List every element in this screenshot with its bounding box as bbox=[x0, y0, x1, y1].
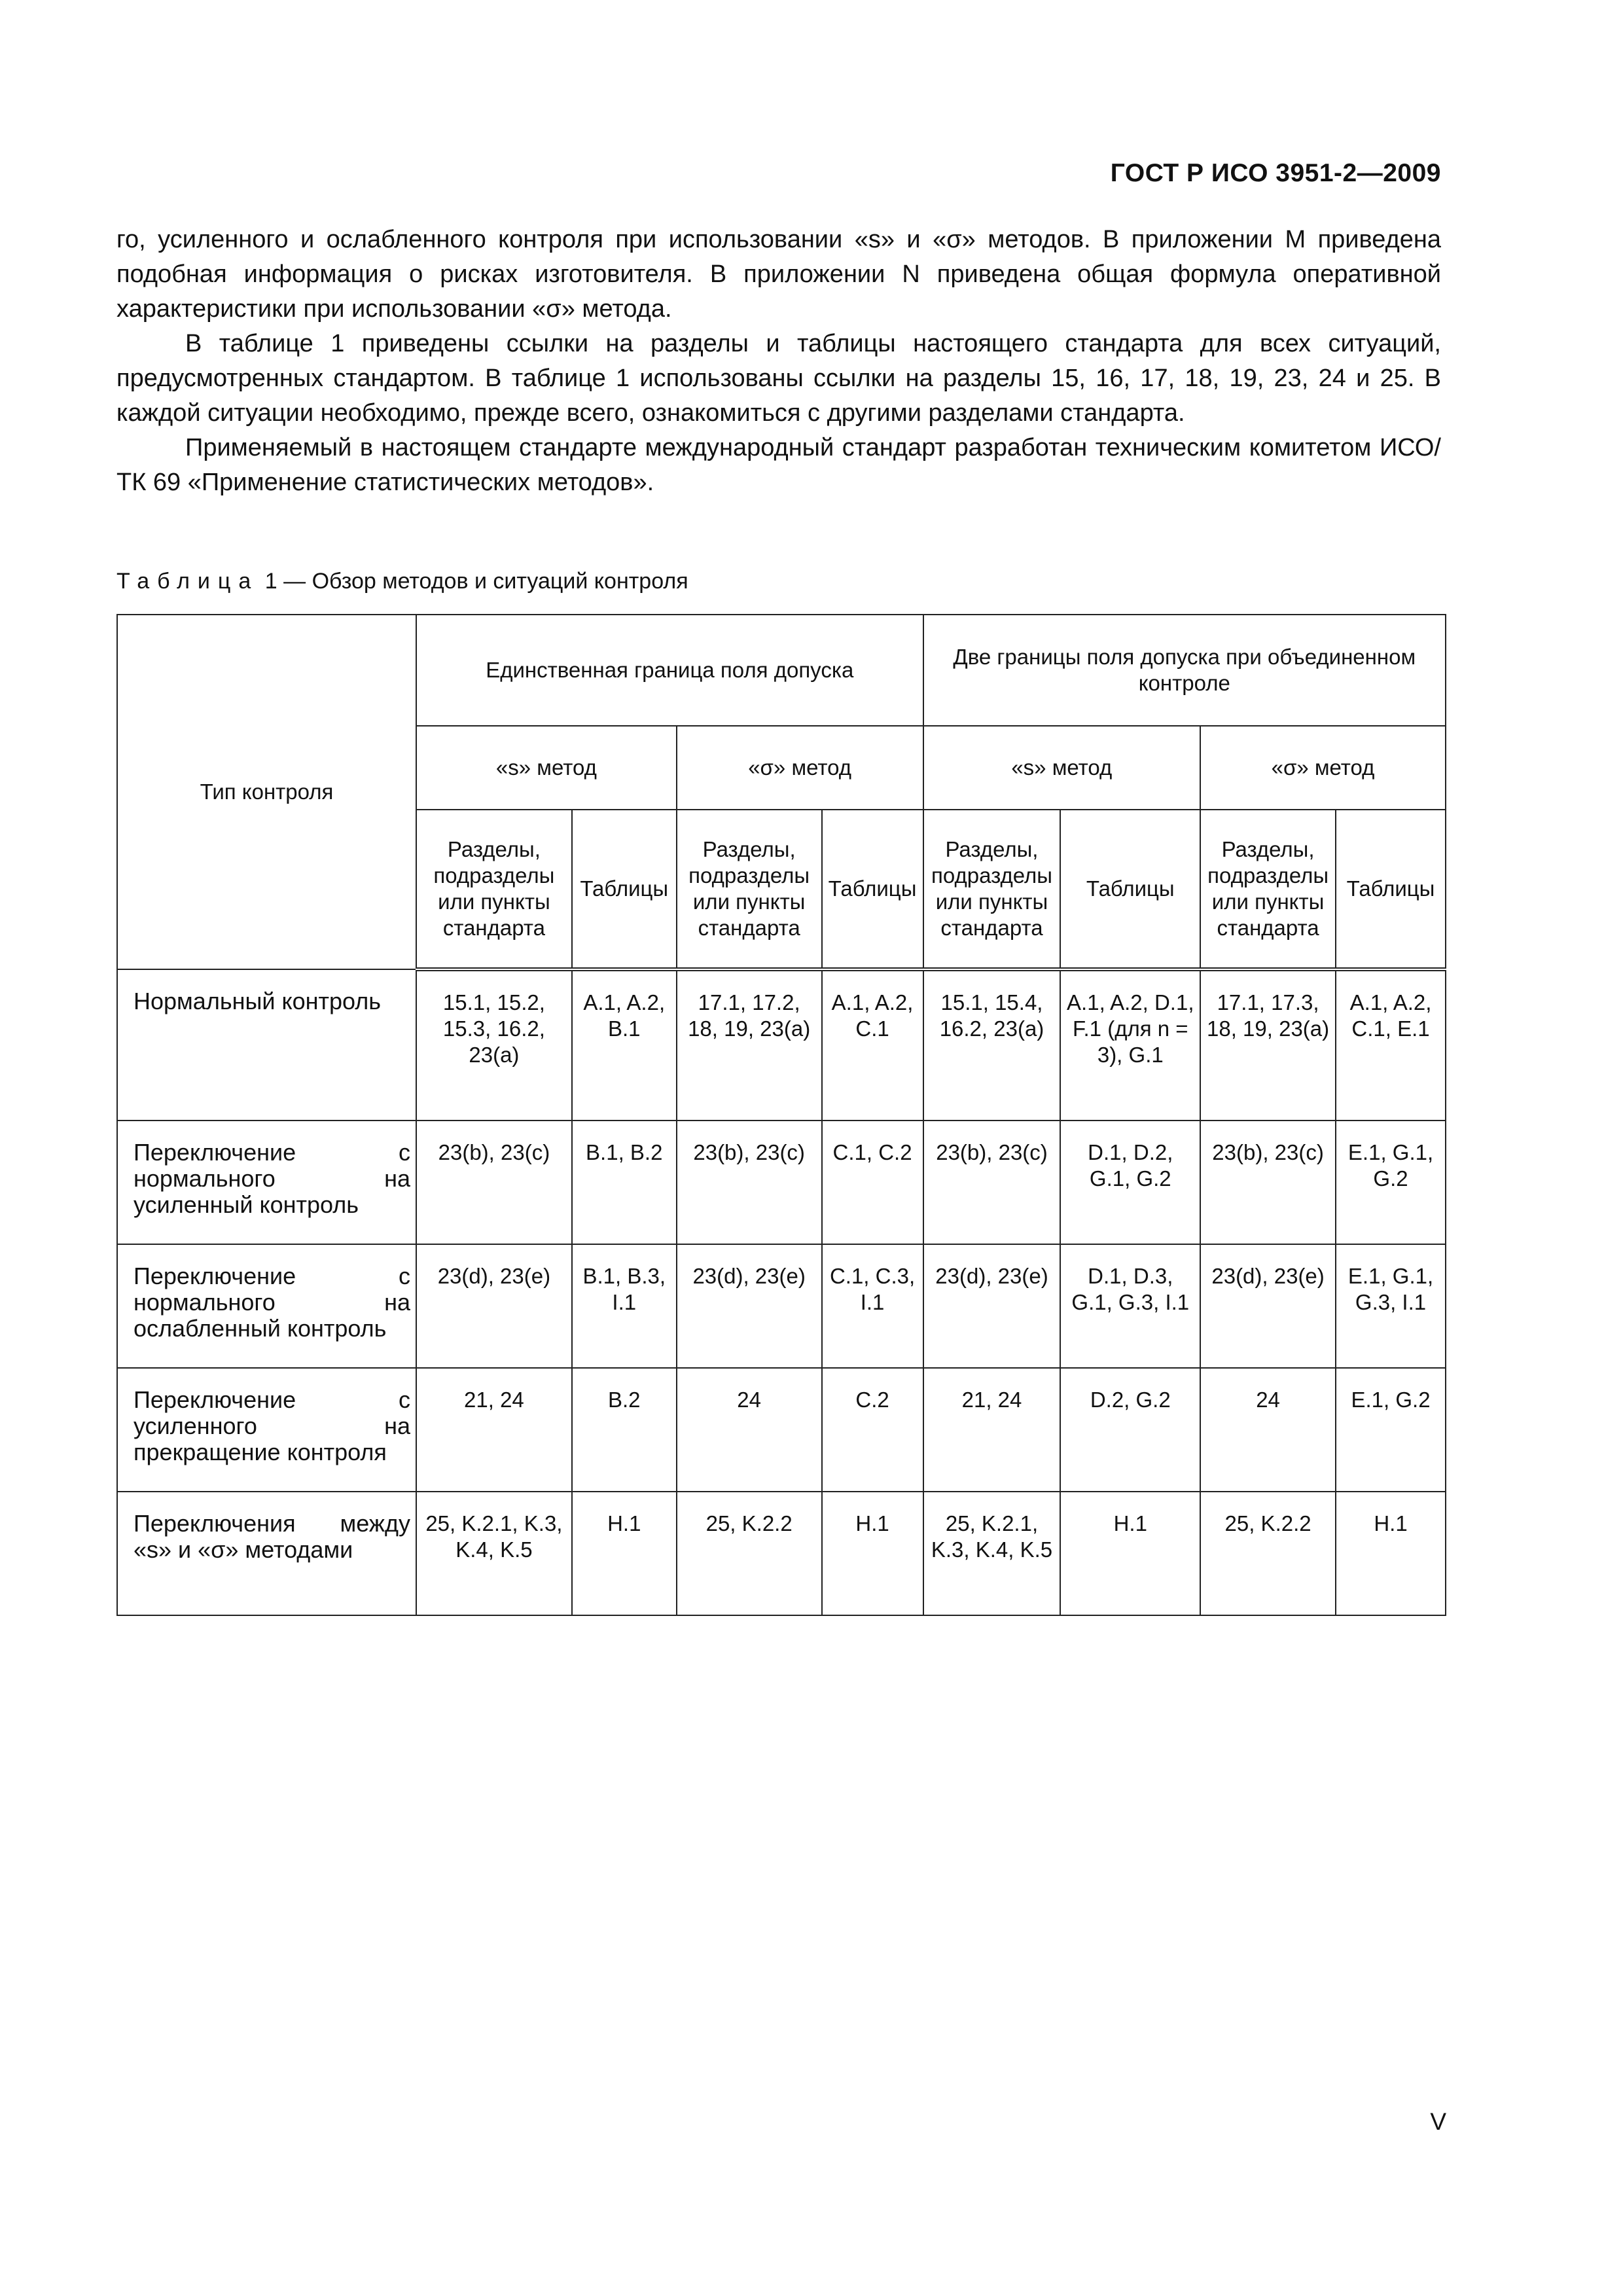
table-cell: E.1, G.1, G.2 bbox=[1336, 1121, 1446, 1244]
sigma-method-header: «σ» метод bbox=[1200, 726, 1446, 810]
table-cell: A.1, A.2, C.1 bbox=[822, 969, 923, 1121]
tables-header: Таблицы bbox=[1060, 810, 1200, 969]
table-cell: 21, 24 bbox=[923, 1368, 1061, 1492]
table-row bbox=[117, 969, 1446, 1121]
table-cell: D.2, G.2 bbox=[1060, 1368, 1200, 1492]
sections-header: Разделы, подразделы или пункты стандарта bbox=[416, 810, 572, 969]
table-cell: H.1 bbox=[572, 1492, 677, 1615]
table-cell: C.2 bbox=[822, 1368, 923, 1492]
table-cell: 15.1, 15.4, 16.2, 23(a) bbox=[923, 969, 1061, 1121]
tables-header: Таблицы bbox=[822, 810, 923, 969]
table-cell: B.1, B.3, I.1 bbox=[572, 1244, 677, 1368]
double-limit-header: Две границы поля допуска при объединенном контроле bbox=[923, 615, 1446, 726]
paragraph-1: го, усиленного и ослабленного контроля при использовании «s» и «σ» методов. В приложении M приведена подобная информация о рисках изготовителя. В приложении N приведена общая формула оперативной характеристики при использовании «σ» метода. bbox=[116, 226, 1441, 323]
row-type: Переключения между «s» и «σ» методами bbox=[117, 1492, 416, 1615]
table-cell: 25, K.2.1, K.3, K.4, K.5 bbox=[923, 1492, 1061, 1615]
table-row bbox=[117, 1121, 1446, 1244]
table-cell: 21, 24 bbox=[416, 1368, 572, 1492]
table-cell: D.1, D.2, G.1, G.2 bbox=[1060, 1121, 1200, 1244]
sections-header: Разделы, подразделы или пункты стандарта bbox=[1200, 810, 1336, 969]
table-cell: H.1 bbox=[1336, 1492, 1446, 1615]
s-method-header: «s» метод bbox=[416, 726, 677, 810]
table-cell: 23(d), 23(e) bbox=[923, 1244, 1061, 1368]
table-cell: B.2 bbox=[572, 1368, 677, 1492]
table-cell: 23(b), 23(c) bbox=[923, 1121, 1061, 1244]
table-cell: 24 bbox=[1200, 1368, 1336, 1492]
table-cell: A.1, A.2, D.1, F.1 (для n = 3), G.1 bbox=[1060, 969, 1200, 1121]
table-cell: C.1, C.3, I.1 bbox=[822, 1244, 923, 1368]
table-cell: C.1, C.2 bbox=[822, 1121, 923, 1244]
row-type: Переключение с усиленного на прекращение контроля bbox=[117, 1368, 416, 1492]
row-type: Нормальный контроль bbox=[117, 969, 416, 1121]
table-cell: 17.1, 17.3, 18, 19, 23(a) bbox=[1200, 969, 1336, 1121]
sigma-method-header: «σ» метод bbox=[677, 726, 923, 810]
table-cell: 23(d), 23(e) bbox=[1200, 1244, 1336, 1368]
row-type: Переключение с нормального на усиленный контроль bbox=[117, 1121, 416, 1244]
table-cell: 25, K.2.2 bbox=[677, 1492, 822, 1615]
table-cell: 25, K.2.1, K.3, K.4, K.5 bbox=[416, 1492, 572, 1615]
page-number: V bbox=[1430, 2108, 1446, 2135]
table-cell: 15.1, 15.2, 15.3, 16.2, 23(a) bbox=[416, 969, 572, 1121]
tables-header: Таблицы bbox=[572, 810, 677, 969]
table-cell: 23(b), 23(c) bbox=[416, 1121, 572, 1244]
table-cell: 17.1, 17.2, 18, 19, 23(a) bbox=[677, 969, 822, 1121]
body-text bbox=[116, 223, 1441, 500]
table-row bbox=[117, 1368, 1446, 1492]
table-cell: E.1, G.1, G.3, I.1 bbox=[1336, 1244, 1446, 1368]
sections-header: Разделы, подразделы или пункты стандарта bbox=[923, 810, 1061, 969]
table-cell: H.1 bbox=[1060, 1492, 1200, 1615]
paragraph-2: В таблице 1 приведены ссылки на разделы и таблицы настоящего стандарта для всех ситуаций, предусмотренных стандартом. В таблице 1 использованы ссылки на разделы 15, 16, 17, 18, 19, 23, 24 и 25. В каждой ситуации необходимо, прежде всего, ознакомиться с другими разделами стандарта. bbox=[116, 330, 1441, 427]
single-limit-header: Единственная граница поля допуска bbox=[416, 615, 923, 726]
table-caption bbox=[116, 569, 688, 594]
table-row bbox=[117, 1244, 1446, 1368]
table-caption-label: Таблица bbox=[116, 569, 259, 594]
table-cell: A.1, A.2, B.1 bbox=[572, 969, 677, 1121]
table-cell: B.1, B.2 bbox=[572, 1121, 677, 1244]
document-code: ГОСТ Р ИСО 3951-2—2009 bbox=[1110, 159, 1441, 187]
sections-header: Разделы, подразделы или пункты стандарта bbox=[677, 810, 822, 969]
row-type: Переключение с нормального на ослабленный контроль bbox=[117, 1244, 416, 1368]
table-cell: H.1 bbox=[822, 1492, 923, 1615]
table-cell: D.1, D.3, G.1, G.3, I.1 bbox=[1060, 1244, 1200, 1368]
s-method-header: «s» метод bbox=[923, 726, 1201, 810]
overview-table bbox=[116, 614, 1446, 1616]
type-header: Тип контроля bbox=[117, 615, 416, 969]
tables-header: Таблицы bbox=[1336, 810, 1446, 969]
table-caption-text: 1 — Обзор методов и ситуаций контроля bbox=[264, 569, 688, 594]
paragraph-3: Применяемый в настоящем стандарте международный стандарт разработан техническим комитетом ИСО/ТК 69 «Применение статистических методов». bbox=[116, 434, 1441, 496]
table-cell: 23(d), 23(e) bbox=[416, 1244, 572, 1368]
table-cell: 23(b), 23(c) bbox=[677, 1121, 822, 1244]
table-cell: 23(d), 23(e) bbox=[677, 1244, 822, 1368]
table-cell: A.1, A.2, C.1, E.1 bbox=[1336, 969, 1446, 1121]
table-row bbox=[117, 1492, 1446, 1615]
table-cell: E.1, G.2 bbox=[1336, 1368, 1446, 1492]
table-cell: 23(b), 23(c) bbox=[1200, 1121, 1336, 1244]
table-cell: 24 bbox=[677, 1368, 822, 1492]
table-cell: 25, K.2.2 bbox=[1200, 1492, 1336, 1615]
